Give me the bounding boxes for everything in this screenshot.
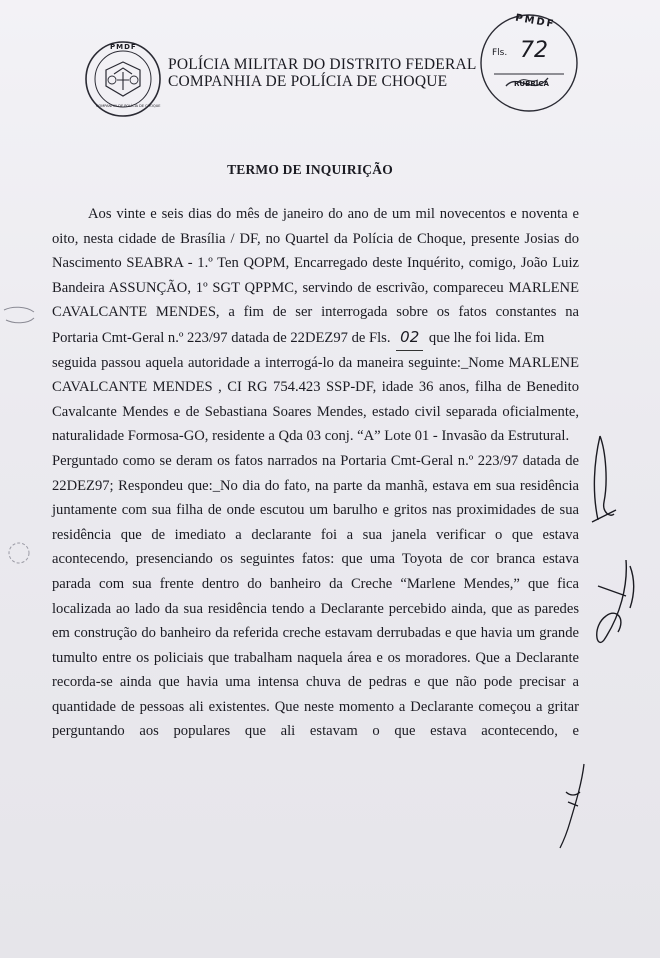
seal-bottom-text: COMPANHIA DE POLÍCIA DE CHOQUE <box>96 104 161 108</box>
text-line: quantidade de pessoas ali existentes. Que neste momento a Declarante começou a gritar <box>52 698 579 715</box>
punch-hole-mark-icon <box>2 304 38 326</box>
text-line: Bandeira ASSUNÇÃO, 1º SGT QPPMC, servindo de escrivão, compareceu MARLENE <box>52 279 579 296</box>
text-line: oito, nesta cidade de Brasília / DF, no Quartel da Polícia de Choque, presente Josias do <box>52 230 579 247</box>
text-line: perguntando aos populares que ali estavam o que estava acontecendo, e <box>52 723 579 740</box>
seal-top-text: PMDF <box>110 43 137 51</box>
document-title: TERMO DE INQUIRIÇÃO <box>227 162 393 177</box>
document-body <box>52 202 579 744</box>
text-line: Cavalcante Mendes e de Sebastiana Soares Mendes, estado civil separada oficialmente, <box>52 403 579 420</box>
text-line: em construção do banheiro da referida creche estavam derrubadas e que havia um grande <box>52 625 579 642</box>
text-line: seguida passou aquela autoridade a interrogá-lo da maneira seguinte:_Nome MARLENE <box>52 354 579 371</box>
header-line1: POLÍCIA MILITAR DO DISTRITO FEDERAL <box>168 56 477 73</box>
text-line-with-handwriting <box>52 325 579 351</box>
stamp-title: PMDF <box>514 12 557 31</box>
text-line: recorda-se ainda que havia uma intensa chuva de pedras e que não pode precisar a <box>52 674 579 691</box>
signature-mark-icon <box>586 432 620 528</box>
text-line: Aos vinte e seis dias do mês de janeiro do ano de um mil novecentos e noventa e <box>88 206 579 222</box>
text-line: 22DEZ97; Respondeu que:_No dia do fato, na parte da manhã, estava em sua residência <box>52 477 579 494</box>
text-line: juntamente com sua filha de onde escutou um barulho e gritos nas proximidades de sua <box>52 502 579 519</box>
page-number-stamp-icon <box>478 12 580 114</box>
stamp-fls-value: 72 <box>520 38 548 63</box>
text-line: CAVALCANTE MENDES, a fim de ser interrogada sobre os fatos constantes na <box>52 304 579 321</box>
text-line: acontecendo, presenciando os seguintes fatos: que uma Toyota de cor branca estava <box>52 551 579 568</box>
text-line: residência que de imediato a declarante foi a sua janela verificar o que estava <box>52 526 579 543</box>
handwritten-page-ref: 02 <box>396 325 423 351</box>
stamp-rubrica-label: RUBRICA <box>514 80 549 88</box>
header <box>168 56 477 90</box>
text-line-part: que lhe foi lida. Em <box>428 329 545 346</box>
punch-hole-mark-icon <box>6 540 32 566</box>
header-line2: COMPANHIA DE POLÍCIA DE CHOQUE <box>168 73 448 90</box>
text-line: CAVALCANTE MENDES , CI RG 754.423 SSP-DF, idade 36 anos, filha de Benedito <box>52 379 579 396</box>
text-line: naturalidade Formosa-GO, residente a Qda 03 conj. “A” Lote 01 - Invasão da Estrutural. <box>52 428 570 445</box>
text-line: Perguntado como se deram os fatos narrados na Portaria Cmt-Geral n.º 223/97 datada de <box>52 452 579 469</box>
text-line: parada com sua frente dentro do banheiro da Creche “Marlene Mendes,” que fica <box>52 575 579 592</box>
text-line: localizada ao lado da sua residência tendo a Declarante percebido ainda, que as paredes <box>52 600 579 617</box>
text-line: Nascimento SEABRA - 1.º Ten QOPM, Encarregado deste Inquérito, comigo, João Luiz <box>52 255 579 272</box>
text-line-part: Portaria Cmt-Geral n.º 223/97 datada de 22DEZ97 de Fls. <box>52 329 391 346</box>
signature-mark-icon <box>556 762 592 852</box>
text-line: tumulto entre os policiais que trabalham naquela área e os moradores. Que a Declarante <box>52 649 579 666</box>
stamp-fls-label: Fls. <box>492 48 508 58</box>
signature-mark-icon <box>586 556 642 656</box>
